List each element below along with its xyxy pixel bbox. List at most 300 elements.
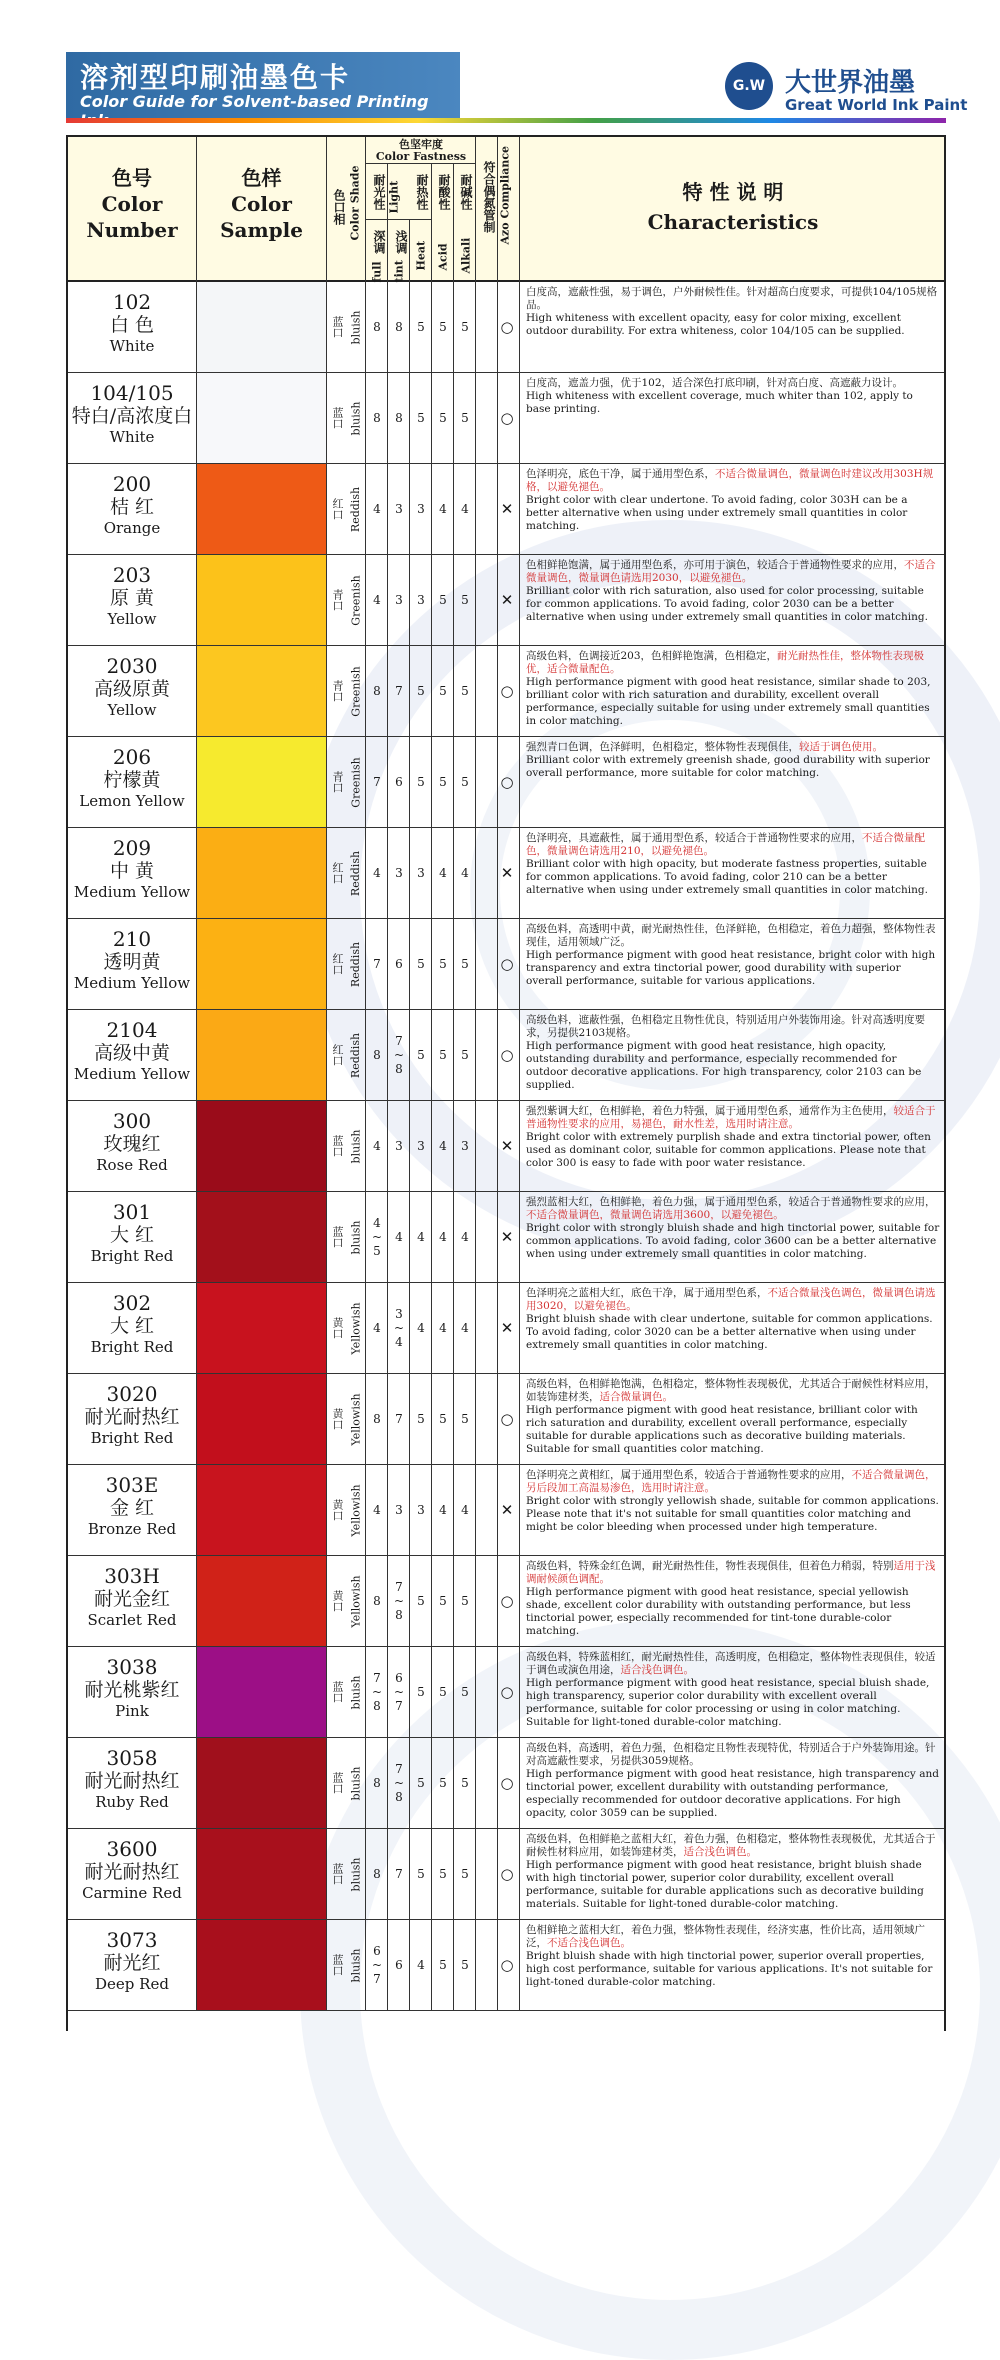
grid-line	[475, 828, 476, 919]
fastness-acid: 4	[439, 1230, 447, 1244]
fastness-alkali: 5	[461, 1867, 469, 1881]
color-shade-english: bluish	[349, 1857, 363, 1891]
fastness-acid: 4	[439, 1321, 447, 1335]
color-shade-english: bluish	[349, 1675, 363, 1709]
color-number-cell	[68, 464, 196, 554]
grid-line	[196, 919, 197, 1010]
grid-line	[431, 464, 432, 555]
characteristics-english: Bright bluish shade with high tinctorial power, superior overall properties, high cost performance, suitable for various applications. It's not suitable for light-toned durable-color matching.	[526, 1950, 933, 1988]
fastness-heat: 4	[417, 1958, 425, 1972]
header-heat-en: Heat	[414, 240, 428, 271]
fastness-heat: 5	[417, 1685, 425, 1699]
grid-line	[475, 1647, 476, 1738]
grid-line	[497, 373, 498, 464]
azo-compliance-mark: ✕	[500, 1137, 514, 1155]
grid-line	[387, 828, 388, 919]
grid-line	[387, 163, 388, 282]
grid-line	[497, 737, 498, 828]
color-shade-english: Greenish	[349, 574, 363, 626]
grid-line	[365, 464, 366, 555]
color-swatch	[197, 1829, 326, 1919]
color-name-chinese: 耐光耐热红	[84, 1770, 180, 1792]
grid-line	[387, 1283, 388, 1374]
grid-line	[475, 137, 476, 282]
grid-line	[387, 1465, 388, 1556]
grid-line	[326, 1101, 327, 1192]
grid-line	[326, 1829, 327, 1920]
color-number-cell	[68, 919, 196, 1009]
grid-line	[497, 1738, 498, 1829]
color-shade-english-cell	[347, 737, 365, 827]
fastness-alkali: 4	[461, 1321, 469, 1335]
characteristics-warning: 不适合微量调色，微量调色请选用3600，以避免褪色。	[526, 1209, 784, 1221]
grid-line	[453, 1192, 454, 1283]
color-shade-english: bluish	[349, 1766, 363, 1800]
fastness-acid: 5	[439, 1958, 447, 1972]
color-name-chinese: 大 红	[109, 1315, 155, 1337]
fastness-tint: 7	[395, 684, 403, 698]
grid-line	[519, 1192, 520, 1283]
characteristics-text	[526, 832, 940, 916]
grid-line	[519, 1374, 520, 1465]
grid-line	[409, 919, 410, 1010]
grid-line	[196, 1283, 197, 1374]
azo-compliance-mark: ○	[500, 1683, 514, 1701]
color-shade-english-cell	[347, 1192, 365, 1282]
fastness-acid: 5	[439, 684, 447, 698]
characteristics-chinese: 色相鲜艳之蓝相大红，着色力强，整体物性表现佳，经济实惠，性价比高，适用领域广泛，	[526, 1924, 925, 1949]
grid-line	[453, 1829, 454, 1920]
header-fastness: 色坚牢度 Color Fastness	[375, 138, 467, 163]
fastness-full: 4	[373, 1321, 381, 1335]
header-azo-en: Azo Compliance	[498, 145, 512, 245]
fastness-full: 7 ~ 8	[371, 1671, 383, 1713]
grid-line	[196, 1010, 197, 1101]
header-color-number: 色号 Color Number	[86, 166, 178, 242]
fastness-heat: 5	[417, 1594, 425, 1608]
grid-line	[196, 1920, 197, 2011]
azo-compliance-mark: ○	[500, 1774, 514, 1792]
characteristics-chinese: 白度高，遮盖力强，优于102，适合深色打底印刷，针对高白度、高遮蔽力设计。	[526, 377, 904, 389]
characteristics-warning: 不适合微量浅色调色，微量调色请选用3020，以避免褪色。	[526, 1287, 936, 1312]
fastness-alkali: 3	[461, 1139, 469, 1153]
grid-line	[497, 1465, 498, 1556]
grid-line	[326, 1010, 327, 1101]
color-shade-chinese: 红口	[331, 498, 344, 520]
grid-line	[326, 282, 327, 373]
grid-line	[519, 373, 520, 464]
color-number: 303E	[105, 1473, 159, 1497]
grid-line	[326, 1738, 327, 1829]
grid-line	[326, 1920, 327, 2011]
grid-line	[519, 464, 520, 555]
table-row	[68, 1556, 944, 1647]
grid-line	[365, 1647, 366, 1738]
table-header	[68, 137, 944, 282]
grid-line	[326, 1465, 327, 1556]
color-name-chinese: 柠檬黄	[103, 769, 161, 791]
grid-line	[365, 1738, 366, 1829]
header-shade-en: Color Shade	[348, 165, 362, 241]
fastness-heat: 3	[417, 502, 425, 516]
grid-line	[431, 919, 432, 1010]
color-shade-english: Yellowish	[349, 1574, 363, 1628]
characteristics-text	[526, 468, 940, 552]
color-name-english: White	[109, 337, 155, 355]
grid-line	[431, 1556, 432, 1647]
azo-compliance-mark: ○	[500, 955, 514, 973]
color-number: 209	[112, 836, 152, 860]
color-name-english: Scarlet Red	[87, 1611, 177, 1629]
characteristics-warning: 不适合微量调色，微量调色请选用2030，以避免褪色。	[526, 559, 936, 584]
grid-line	[497, 828, 498, 919]
grid-line	[387, 464, 388, 555]
grid-line	[497, 1192, 498, 1283]
fastness-acid: 4	[439, 502, 447, 516]
color-name-chinese: 金 红	[109, 1497, 155, 1519]
grid-line	[196, 646, 197, 737]
azo-compliance-mark: ○	[500, 682, 514, 700]
grid-line	[453, 1010, 454, 1101]
color-number: 3058	[106, 1746, 158, 1770]
grid-line	[365, 1920, 366, 2011]
color-shade-chinese: 青口	[331, 771, 344, 793]
color-shade-english: Reddish	[349, 941, 363, 987]
color-shade-english-cell	[347, 464, 365, 554]
color-shade-chinese: 蓝口	[331, 1772, 344, 1794]
color-name-chinese: 白 色	[109, 314, 155, 336]
color-name-english: Yellow	[107, 701, 157, 719]
fastness-full: 7	[373, 957, 381, 971]
table-row	[68, 1101, 944, 1192]
color-swatch	[197, 737, 326, 827]
color-number: 302	[112, 1291, 152, 1315]
color-name-chinese: 高级原黄	[93, 678, 170, 700]
fastness-heat: 3	[417, 866, 425, 880]
characteristics-text	[526, 286, 940, 370]
grid-line	[365, 555, 366, 646]
color-number-cell	[68, 282, 196, 372]
color-swatch	[197, 1010, 326, 1100]
color-shade-chinese: 黄口	[331, 1499, 344, 1521]
fastness-acid: 5	[439, 1594, 447, 1608]
fastness-heat: 5	[417, 957, 425, 971]
grid-line	[453, 1283, 454, 1374]
color-shade-english-cell	[347, 1101, 365, 1191]
characteristics-english: High performance pigment with good heat resistance, similar shade to 203, brilliant color with rich saturation and durability, excellent overall performance, especially suitable for using under extremely small quantities in color matching.	[526, 676, 931, 727]
grid-line	[475, 1192, 476, 1283]
azo-compliance-mark: ✕	[500, 591, 514, 609]
color-number-cell	[68, 555, 196, 645]
color-shade-english-cell	[347, 1829, 365, 1919]
color-swatch	[197, 1374, 326, 1464]
brand-name-english: Great World Ink Paint	[785, 96, 968, 114]
grid-line	[326, 1192, 327, 1283]
grid-line	[409, 464, 410, 555]
grid-line	[453, 163, 454, 282]
table-row	[68, 373, 944, 464]
color-number: 206	[112, 745, 152, 769]
color-shade-chinese: 蓝口	[331, 1681, 344, 1703]
grid-line	[453, 373, 454, 464]
color-name-chinese: 耐光桃紫红	[84, 1679, 180, 1701]
grid-line	[387, 919, 388, 1010]
characteristics-chinese: 高级色料，高透明中黄，耐光耐热性佳，色泽鲜艳，色相稳定，着色力超强，整体物性表现佳，适用领域广泛。	[526, 923, 936, 948]
grid-line	[326, 137, 327, 282]
color-number: 2104	[106, 1018, 158, 1042]
fastness-alkali: 4	[461, 502, 469, 516]
grid-line	[409, 1920, 410, 2011]
color-number: 210	[112, 927, 152, 951]
table-row	[68, 282, 944, 373]
color-number: 3038	[106, 1655, 158, 1679]
color-name-english: Yellow	[107, 610, 157, 628]
table-row	[68, 737, 944, 828]
fastness-alkali: 5	[461, 593, 469, 607]
color-shade-english-cell	[347, 373, 365, 463]
table-row	[68, 828, 944, 919]
fastness-tint: 6 ~ 7	[393, 1671, 405, 1713]
characteristics-chinese: 高级色料，遮蔽性强，色相稳定且物性优良，特别适用户外装饰用途。针对高透明度要求，另提供2103规格。	[526, 1014, 925, 1039]
characteristics-english: High performance pigment with good heat resistance, brilliant color with rich saturation and durability, excellent overall performance, especially suitable for durable applications such as decorative building materials. Suitable for small quantities color matching.	[526, 1404, 918, 1455]
color-shade-english: bluish	[349, 310, 363, 344]
color-shade-english: bluish	[349, 401, 363, 435]
grid-line	[519, 555, 520, 646]
azo-compliance-mark: ○	[500, 409, 514, 427]
grid-line	[365, 1283, 366, 1374]
table-row	[68, 1829, 944, 1920]
fastness-tint: 3	[395, 1503, 403, 1517]
grid-line	[519, 1920, 520, 2011]
color-swatch	[197, 1738, 326, 1828]
grid-line	[196, 137, 197, 282]
grid-line	[475, 919, 476, 1010]
grid-line	[519, 737, 520, 828]
grid-line	[497, 1283, 498, 1374]
grid-line	[326, 1647, 327, 1738]
color-number-cell	[68, 1192, 196, 1282]
color-name-english: Bright Red	[90, 1247, 174, 1265]
fastness-heat: 3	[417, 1503, 425, 1517]
grid-line	[409, 828, 410, 919]
characteristics-english: High whiteness with excellent coverage, much whiter than 102, apply to base printing.	[526, 390, 913, 415]
grid-line	[196, 464, 197, 555]
grid-line	[387, 737, 388, 828]
color-number: 102	[112, 290, 152, 314]
grid-line	[497, 1374, 498, 1465]
grid-line	[475, 282, 476, 373]
grid-line	[475, 1920, 476, 2011]
fastness-full: 7	[373, 775, 381, 789]
grid-line	[453, 1101, 454, 1192]
color-swatch	[197, 1556, 326, 1646]
color-name-chinese: 大 红	[109, 1224, 155, 1246]
grid-line	[431, 163, 432, 282]
color-swatch	[197, 1101, 326, 1191]
characteristics-english: High whiteness with excellent opacity, easy for color mixing, excellent outdoor durability. For extra whiteness, color 104/105 can be supplied.	[526, 312, 905, 337]
fastness-tint: 7 ~ 8	[393, 1580, 405, 1622]
grid-line	[497, 464, 498, 555]
table-row	[68, 1738, 944, 1829]
characteristics-warning: 不适合浅色调色。	[547, 1937, 631, 1949]
grid-line	[387, 1192, 388, 1283]
grid-line	[409, 1010, 410, 1101]
grid-line	[196, 373, 197, 464]
fastness-full: 8	[373, 1412, 381, 1426]
grid-line	[475, 1829, 476, 1920]
color-shade-chinese: 蓝口	[331, 1226, 344, 1248]
fastness-tint: 4	[395, 1230, 403, 1244]
grid-line	[387, 646, 388, 737]
grid-line	[497, 1010, 498, 1101]
azo-compliance-mark: ○	[500, 318, 514, 336]
header-full-en: full	[370, 261, 384, 283]
grid-line	[475, 1374, 476, 1465]
grid-line	[409, 282, 410, 373]
color-name-chinese: 耐光红	[103, 1952, 161, 1974]
characteristics-warning: 适合微量调色。	[599, 1391, 673, 1403]
color-swatch	[197, 1283, 326, 1373]
characteristics-chinese: 强烈紫调大红，色相鲜艳，着色力特强，属于通用型色系，通常作为主色使用，	[526, 1105, 894, 1117]
color-shade-english: Reddish	[349, 486, 363, 532]
characteristics-english: Brilliant color with high opacity, but moderate fastness properties, suitable for common applications. To avoid fading, color 210 can be a better alternative when using under extremely small quantities in color matching.	[526, 858, 928, 896]
grid-line	[431, 282, 432, 373]
fastness-acid: 5	[439, 1412, 447, 1426]
grid-line	[453, 1556, 454, 1647]
fastness-tint: 3	[395, 593, 403, 607]
fastness-heat: 5	[417, 775, 425, 789]
fastness-alkali: 4	[461, 1503, 469, 1517]
characteristics-english: Brilliant color with rich saturation, also used for color processing, suitable for common applications. To avoid fading, color 2030 can be a better alternative when using under extremely small quantities in color matching.	[526, 585, 928, 623]
color-shade-chinese: 蓝口	[331, 1863, 344, 1885]
grid-line	[387, 555, 388, 646]
grid-line	[387, 1738, 388, 1829]
grid-line	[519, 1101, 520, 1192]
grid-line	[196, 1192, 197, 1283]
color-name-chinese: 耐光耐热红	[84, 1861, 180, 1883]
grid-line	[475, 1010, 476, 1101]
grid-line	[497, 646, 498, 737]
grid-line	[196, 1556, 197, 1647]
characteristics-text	[526, 1378, 940, 1462]
grid-line	[497, 282, 498, 373]
grid-line	[475, 1465, 476, 1556]
grid-line	[409, 1647, 410, 1738]
color-number-cell	[68, 1556, 196, 1646]
color-number-cell	[68, 1010, 196, 1100]
grid-line	[409, 373, 410, 464]
characteristics-text	[526, 1014, 940, 1098]
color-name-english: Medium Yellow	[73, 974, 191, 992]
color-shade-english-cell	[347, 555, 365, 645]
grid-line	[497, 137, 498, 282]
characteristics-english: High performance pigment with good heat resistance, bright color with high transparency and extra tinctorial power, good durability with superior overall performance, suitable for various applications.	[526, 949, 936, 987]
grid-line	[326, 1556, 327, 1647]
color-number-cell	[68, 1101, 196, 1191]
fastness-heat: 5	[417, 1048, 425, 1062]
grid-line	[497, 555, 498, 646]
color-name-chinese: 高级中黄	[93, 1042, 170, 1064]
grid-line	[519, 1283, 520, 1374]
title-english: Color Guide for Solvent-based Printing	[80, 92, 429, 111]
header-light-en: Light	[387, 180, 401, 214]
fastness-tint: 7	[395, 1867, 403, 1881]
color-number-cell	[68, 1465, 196, 1555]
fastness-full: 8	[373, 1776, 381, 1790]
azo-compliance-mark: ○	[500, 1410, 514, 1428]
grid-line	[475, 464, 476, 555]
grid-line	[409, 1556, 410, 1647]
fastness-full: 4	[373, 502, 381, 516]
grid-line	[387, 373, 388, 464]
fastness-heat: 5	[417, 320, 425, 334]
grid-line	[196, 1829, 197, 1920]
color-number: 203	[112, 563, 152, 587]
grid-line	[409, 1829, 410, 1920]
fastness-tint: 3	[395, 866, 403, 880]
characteristics-english: Bright color with extremely purplish shade and extra tinctorial power, often used as dominant color, suitable for common applications. Please note that color 300 is easy to fade with poor water resistance.	[526, 1131, 931, 1169]
color-number-cell	[68, 1283, 196, 1373]
color-shade-english-cell	[347, 1738, 365, 1828]
color-number: 303H	[104, 1564, 160, 1588]
grid-line	[326, 373, 327, 464]
characteristics-warning: 不适合微量调色，另后段加工高温易渗色，选用时请注意。	[526, 1469, 936, 1494]
grid-line	[196, 282, 197, 373]
characteristics-warning: 适用于浅调耐候颜色调配。	[526, 1560, 936, 1585]
fastness-tint: 7 ~ 8	[393, 1034, 405, 1076]
color-shade-chinese: 青口	[331, 589, 344, 611]
header-color-sample: 色样 Color Sample	[220, 166, 303, 242]
fastness-full: 4 ~ 5	[371, 1216, 383, 1258]
grid-line	[475, 737, 476, 828]
grid-line	[409, 737, 410, 828]
characteristics-text	[526, 1651, 940, 1735]
grid-line	[365, 1010, 366, 1101]
color-number: 3073	[106, 1928, 158, 1952]
characteristics-text	[526, 1105, 940, 1189]
grid-line	[431, 1738, 432, 1829]
grid-line	[326, 737, 327, 828]
color-shade-chinese: 黄口	[331, 1317, 344, 1339]
grid-line	[431, 1283, 432, 1374]
grid-line	[196, 1101, 197, 1192]
color-shade-english: Reddish	[349, 850, 363, 896]
grid-line	[431, 1010, 432, 1101]
color-name-english: Deep Red	[95, 1975, 169, 1993]
grid-line	[519, 1647, 520, 1738]
fastness-alkali: 5	[461, 1776, 469, 1790]
color-name-english: Rose Red	[96, 1156, 168, 1174]
brand-name-chinese: 大世界油墨	[785, 68, 916, 98]
color-shade-chinese: 红口	[331, 1044, 344, 1066]
grid-line	[453, 828, 454, 919]
characteristics-warning: 耐光耐热性佳，整体物性表现极优，适合微量配色。	[526, 650, 925, 675]
grid-line	[387, 1101, 388, 1192]
characteristics-english: Bright color with strongly yellowish shade, suitable for common applications. Please note that it's not suitable for small quantities color matching and might be color bleeding when processed under high temperature.	[526, 1495, 939, 1533]
color-number-cell	[68, 1374, 196, 1464]
characteristics-text	[526, 1560, 940, 1644]
characteristics-chinese: 高级色料，特殊蓝相红，耐光耐热性佳，高透明度，色相稳定，整体物性表现俱佳，较适于调色或演色用途，	[526, 1651, 936, 1676]
characteristics-text	[526, 1833, 940, 1917]
azo-compliance-mark: ✕	[500, 1501, 514, 1519]
fastness-alkali: 4	[461, 1230, 469, 1244]
azo-compliance-mark: ○	[500, 1592, 514, 1610]
color-number-cell	[68, 1829, 196, 1919]
characteristics-text	[526, 1469, 940, 1553]
fastness-tint: 8	[395, 320, 403, 334]
grid-line	[519, 828, 520, 919]
grid-line	[365, 282, 366, 373]
